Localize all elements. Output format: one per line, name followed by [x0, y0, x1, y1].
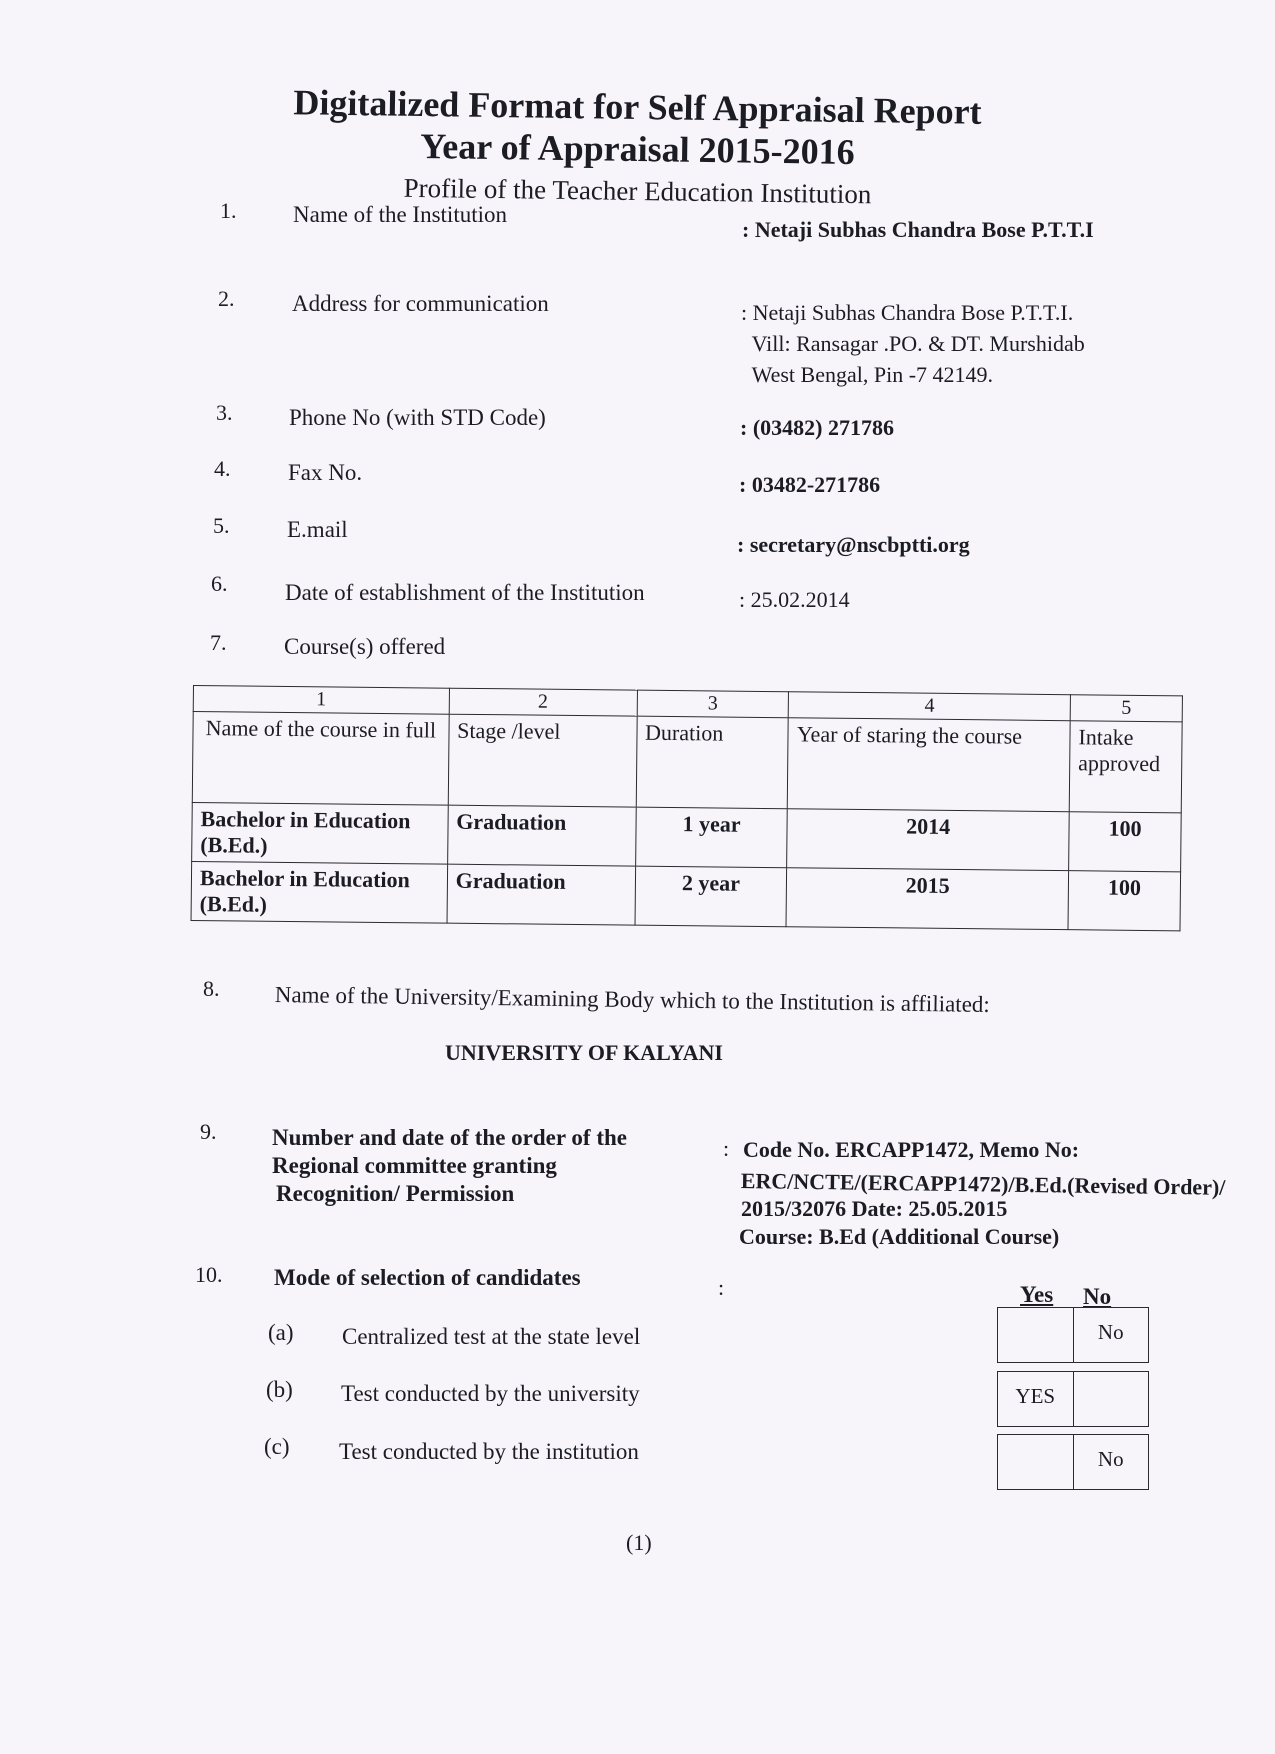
recognition-colon: : [723, 1136, 730, 1161]
table-row [192, 802, 1182, 871]
column-number: 2 [449, 688, 637, 716]
stage-cell: Graduation [447, 864, 635, 925]
start-year-cell: 2014 [787, 809, 1069, 871]
page-number: (1) [626, 1530, 652, 1555]
recognition-label-line: Regional committee granting [272, 1153, 557, 1178]
phone-value: : (03482) 271786 [740, 415, 894, 440]
recognition-value-line: Course: B.Ed (Additional Course) [739, 1224, 1060, 1249]
table-row [191, 861, 1181, 930]
document-subtitle: Profile of the Teacher Education Institution [403, 172, 872, 210]
option-c-yes-no-box [997, 1434, 1149, 1490]
no-column-header: No [1083, 1284, 1112, 1309]
column-number: 5 [1070, 695, 1182, 722]
establishment-date-label: Date of establishment of the Institution [285, 580, 645, 605]
item-number: 8. [203, 976, 220, 1001]
column-header: Intake approved [1069, 721, 1182, 813]
institution-name-label: Name of the Institution [293, 202, 507, 227]
address-label: Address for communication [292, 291, 549, 316]
column-header: Duration [636, 716, 789, 809]
appraisal-year-title: Year of Appraisal 2015-2016 [420, 125, 855, 173]
document-title: Digitalized Format for Self Appraisal Report [293, 82, 982, 132]
option-a-yes-no-box [997, 1307, 1149, 1363]
fax-label: Fax No. [288, 460, 363, 485]
column-number: 1 [193, 686, 449, 715]
courses-offered-label: Course(s) offered [284, 634, 446, 659]
intake-cell: 100 [1068, 871, 1181, 931]
option-b-yes-no-box [997, 1371, 1149, 1427]
phone-label: Phone No (with STD Code) [289, 405, 546, 430]
column-header: Stage /level [448, 714, 637, 807]
recognition-label-line: Number and date of the order of the [272, 1125, 627, 1150]
establishment-date-value: : 25.02.2014 [739, 587, 850, 612]
no-cell [1074, 1372, 1149, 1426]
item-number: 9. [200, 1119, 217, 1144]
email-label: E.mail [287, 517, 348, 542]
fax-value: : 03482-271786 [739, 472, 881, 497]
option-letter: (a) [268, 1320, 294, 1345]
selection-mode-label: Mode of selection of candidates [274, 1265, 581, 1290]
recognition-value-line: 2015/32076 Date: 25.05.2015 [741, 1196, 1008, 1221]
item-number: 6. [211, 571, 228, 596]
recognition-value-line: Code No. ERCAPP1472, Memo No: [743, 1137, 1080, 1162]
option-letter: (b) [266, 1377, 293, 1402]
item-number: 10. [195, 1262, 223, 1287]
course-name-cell: Bachelor in Education (B.Ed.) [192, 802, 448, 864]
email-value: : secretary@nscbptti.org [737, 532, 970, 557]
item-number: 3. [216, 400, 233, 425]
university-name: UNIVERSITY OF KALYANI [445, 1040, 723, 1065]
item-number: 5. [213, 513, 230, 538]
selection-mode-colon: : [718, 1275, 725, 1300]
option-text: Centralized test at the state level [342, 1324, 641, 1349]
duration-cell: 2 year [635, 866, 787, 927]
item-number: 4. [214, 456, 231, 481]
duration-cell: 1 year [635, 807, 787, 868]
recognition-label-line: Recognition/ Permission [276, 1181, 515, 1206]
table-header-row [192, 712, 1182, 813]
option-letter: (c) [264, 1434, 290, 1459]
address-value: : Netaji Subhas Chandra Bose P.T.T.I. Vill: Ransagar .PO. & DT. Murshidab West Bengal, Pin -7 42149. [741, 300, 1085, 387]
stage-cell: Graduation [447, 805, 635, 866]
option-text: Test conducted by the institution [339, 1439, 639, 1464]
recognition-value-line: ERC/NCTE/(ERCAPP1472)/B.Ed.(Revised Order)/ [740, 1168, 1226, 1200]
option-text: Test conducted by the university [341, 1381, 640, 1406]
column-header: Year of staring the course [788, 718, 1071, 812]
course-name-cell: Bachelor in Education (B.Ed.) [191, 861, 447, 923]
courses-table [191, 685, 1183, 931]
yes-column-header: Yes [1020, 1282, 1054, 1307]
no-cell: No [1097, 1447, 1124, 1471]
affiliation-label: Name of the University/Examining Body which to the Institution is affiliated: [274, 982, 990, 1017]
no-cell: No [1097, 1320, 1124, 1344]
column-header: Name of the course in full [192, 712, 449, 806]
yes-cell: YES [998, 1372, 1074, 1426]
item-number: 2. [218, 286, 235, 311]
yes-cell [998, 1308, 1074, 1362]
start-year-cell: 2015 [786, 868, 1068, 930]
institution-name-value: : Netaji Subhas Chandra Bose P.T.T.I [742, 217, 1094, 242]
yes-cell [998, 1435, 1074, 1489]
column-number: 3 [637, 690, 789, 718]
item-number: 1. [220, 198, 237, 223]
intake-cell: 100 [1069, 812, 1182, 872]
column-number: 4 [789, 692, 1071, 721]
item-number: 7. [210, 630, 227, 655]
